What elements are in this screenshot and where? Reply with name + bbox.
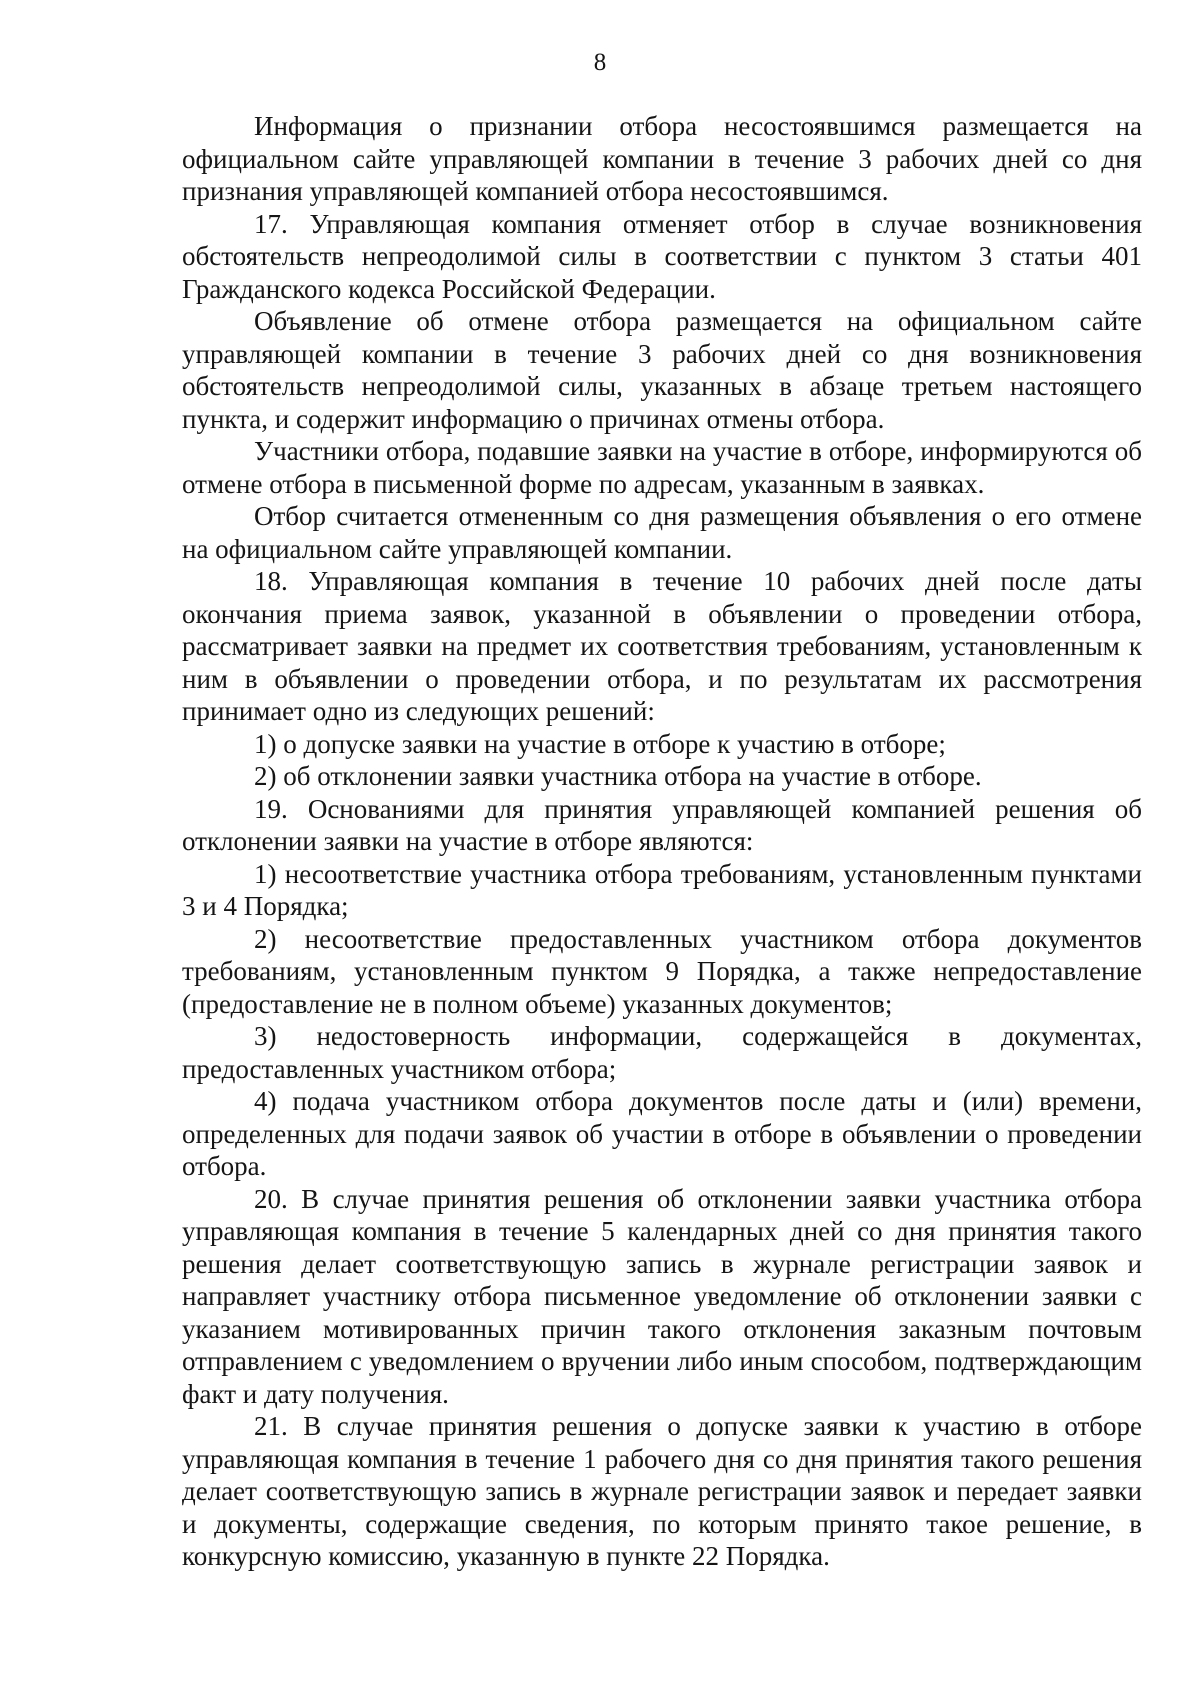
paragraph-21: 21. В случае принятия решения о допуске заявки к участию в отборе управляющая компания в течение 1 рабочего дня со дня принятия такого решения делает соответствующую запись в журнале регистрации заявок и передает заявки и документы, содержащие сведения, по которым принято такое решение, в конкурсную комиссию, указанную в пункте 22 Порядка.: [182, 1411, 1142, 1571]
page-number: 8: [593, 49, 607, 76]
paragraph-cancellation-effective: Отбор считается отмененным со дня размещения объявления о его отмене на официальном сайте управляющей компании.: [182, 501, 1142, 564]
document-body: [182, 110, 1142, 1573]
paragraph-participants-informed: Участники отбора, подавшие заявки на участие в отборе, информируются об отмене отбора в письменной форме по адресам, указанным в заявках.: [182, 436, 1142, 499]
paragraph-19: 19. Основаниями для принятия управляющей компанией решения об отклонении заявки на участие в отборе являются:: [182, 793, 1142, 856]
paragraph-19-item-1: 1) несоответствие участника отбора требованиям, установленным пунктами 3 и 4 Порядка;: [182, 858, 1142, 921]
paragraph-failed-selection-notice: Информация о признании отбора несостоявшимся размещается на официальном сайте управляющей компании в течение 3 рабочих дней со дня признания управляющей компанией отбора несостоявшимся.: [182, 111, 1142, 206]
paragraph-20: 20. В случае принятия решения об отклонении заявки участника отбора управляющая компания в течение 5 календарных дней со дня принятия такого решения делает соответствующую запись в журнале регистрации заявок и направляет участнику отбора письменное уведомление об отклонении заявки с указанием мотивированных причин такого отклонения заказным почтовым отправлением с уведомлением о вручении либо иным способом, подтверждающим факт и дату получения.: [182, 1183, 1142, 1409]
paragraph-cancellation-announcement: Объявление об отмене отбора размещается на официальном сайте управляющей компании в течение 3 рабочих дней со дня возникновения обстоятельств непреодолимой силы, указанных в абзаце третьем настоящего пункта, и содержит информацию о причинах отмены отбора.: [182, 306, 1142, 434]
paragraph-18: 18. Управляющая компания в течение 10 рабочих дней после даты окончания приема заявок, указанной в объявлении о проведении отбора, рассматривает заявки на предмет их соответствия требованиям, установленным к ним в объявлении о проведении отбора, и по результатам их рассмотрения принимает одно из следующих решений:: [182, 566, 1142, 726]
paragraph-18-item-2: 2) об отклонении заявки участника отбора на участие в отборе.: [254, 761, 982, 791]
paragraph-19-item-4: 4) подача участником отбора документов после даты и (или) времени, определенных для подачи заявок об участии в отборе в объявлении о проведении отбора.: [182, 1086, 1142, 1181]
paragraph-17: 17. Управляющая компания отменяет отбор в случае возникновения обстоятельств непреодолимой силы в соответствии с пунктом 3 статьи 401 Гражданского кодекса Российской Федерации.: [182, 208, 1142, 304]
paragraph-19-item-2: 2) несоответствие предоставленных участником отбора документов требованиям, установленным пунктом 9 Порядка, а также непредоставление (предоставление не в полном объеме) указанных документов;: [182, 923, 1142, 1019]
paragraph-18-item-1: 1) о допуске заявки на участие в отборе к участию в отборе;: [254, 728, 946, 759]
paragraph-19-item-3: 3) недостоверность информации, содержащейся в документах, предоставленных участником отбора;: [182, 1021, 1142, 1084]
